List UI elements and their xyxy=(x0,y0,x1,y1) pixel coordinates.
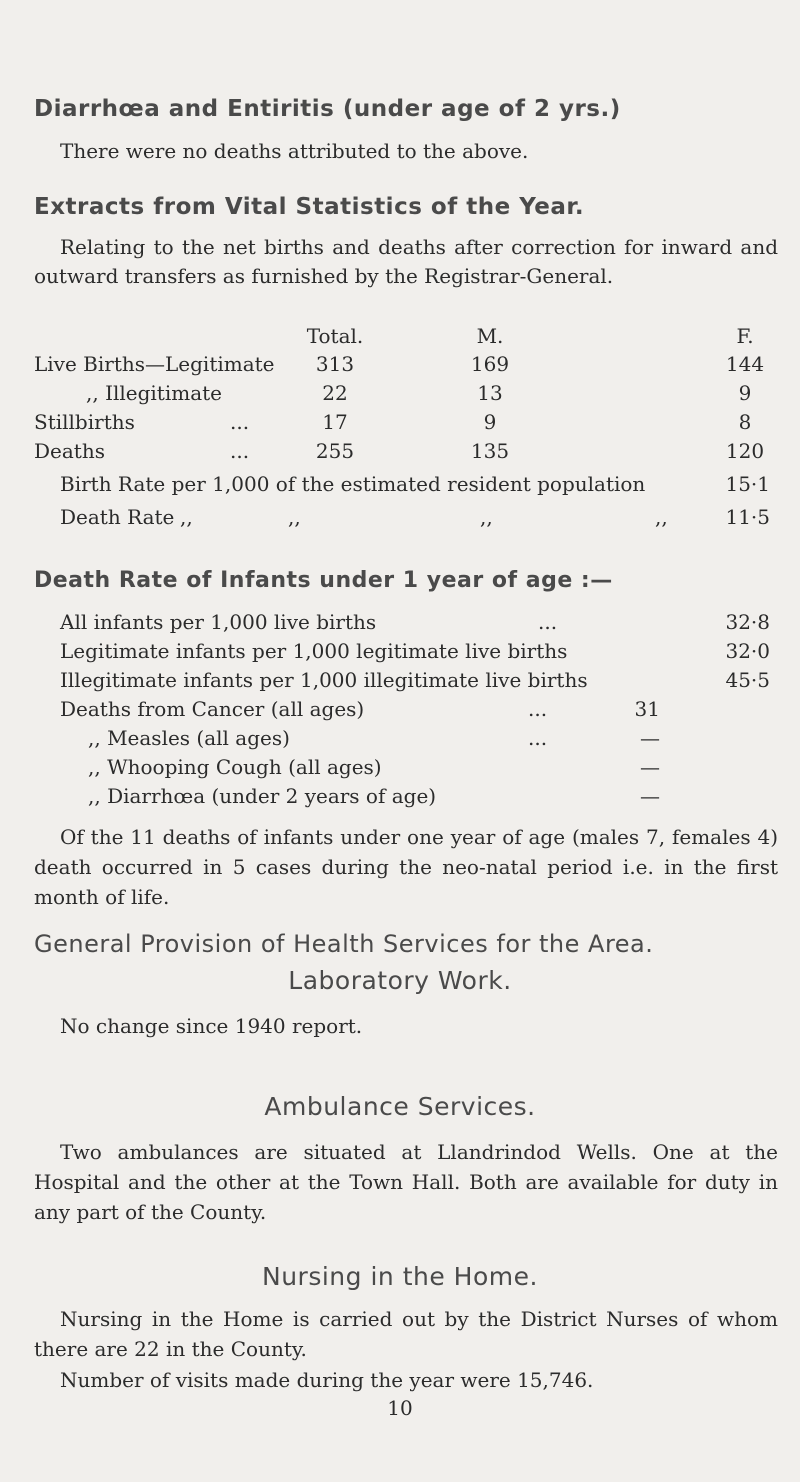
ditto-mark: ,, xyxy=(480,505,493,529)
col-header-f: F. xyxy=(736,324,754,348)
ditto-mark: ,, xyxy=(180,505,193,529)
laboratory-heading: Laboratory Work. xyxy=(288,966,512,995)
list-item-value: 32·8 xyxy=(725,610,770,634)
death-rate-label: Death Rate xyxy=(60,505,175,529)
table-cell-total: 313 xyxy=(315,352,355,376)
table-cell-m: 9 xyxy=(483,410,497,434)
nursing-heading: Nursing in the Home. xyxy=(262,1262,538,1291)
table-row-dots: ... xyxy=(230,439,250,463)
infant-death-rate-heading: Death Rate of Infants under 1 year of age :— xyxy=(34,568,613,593)
list-item-value: 31 xyxy=(634,697,660,721)
table-cell-m: 13 xyxy=(477,381,503,405)
table-cell-total: 22 xyxy=(322,381,348,405)
list-item-dots: ... xyxy=(528,726,548,750)
table-cell-f: 120 xyxy=(725,439,765,463)
infant-deaths-note: Of the 11 deaths of infants under one year of age (males 7, females 4) death occurred in 5 cases during the neo-natal period i.e. in the first month of life. xyxy=(34,825,778,909)
table-row-label: Deaths xyxy=(34,439,105,463)
list-item-label: ,, Measles (all ages) xyxy=(88,726,290,750)
vital-statistics-heading: Extracts from Vital Statistics of the Year. xyxy=(34,194,585,220)
col-header-m: M. xyxy=(476,324,504,348)
nursing-text: Nursing in the Home is carried out by the District Nurses of whom there are 22 in the County. xyxy=(34,1307,778,1361)
nursing-visits: Number of visits made during the year were 15,746. xyxy=(60,1368,594,1392)
ditto-mark: ,, xyxy=(288,505,301,529)
list-item-value: — xyxy=(640,755,660,779)
list-item-label: Illegitimate infants per 1,000 illegitimate live births xyxy=(60,668,588,692)
general-provision-heading: General Provision of Health Services for the Area. xyxy=(34,930,654,958)
list-item-value: 32·0 xyxy=(725,639,770,663)
diarrhoea-text: There were no deaths attributed to the above. xyxy=(60,139,529,163)
table-row-label: ,, Illegitimate xyxy=(86,381,222,405)
ambulance-heading: Ambulance Services. xyxy=(264,1092,536,1121)
col-header-total: Total. xyxy=(306,324,364,348)
birth-rate-value: 15·1 xyxy=(725,472,770,496)
table-row-label: Stillbirths xyxy=(34,410,135,434)
list-item-label: ,, Diarrhœa (under 2 years of age) xyxy=(88,784,437,808)
list-item-value: — xyxy=(640,726,660,750)
ambulance-text: Two ambulances are situated at Llandrindod Wells. One at the Hospital and the other at the Town Hall. Both are available for duty in any part of the County. xyxy=(34,1140,778,1224)
list-item-label: All infants per 1,000 live births xyxy=(60,610,377,634)
list-item-label: Deaths from Cancer (all ages) xyxy=(60,697,365,721)
ditto-mark: ,, xyxy=(655,505,668,529)
list-item-value: — xyxy=(640,784,660,808)
table-cell-f: 144 xyxy=(725,352,765,376)
table-cell-total: 17 xyxy=(322,410,348,434)
list-item-dots: ... xyxy=(528,697,548,721)
page-number: 10 xyxy=(387,1396,413,1420)
table-cell-total: 255 xyxy=(315,439,355,463)
list-item-label: Legitimate infants per 1,000 legitimate live births xyxy=(60,639,568,663)
birth-rate-label: Birth Rate per 1,000 of the estimated resident population xyxy=(60,472,646,496)
table-cell-f: 8 xyxy=(738,410,752,434)
table-row-dots: ... xyxy=(230,410,250,434)
table-cell-f: 9 xyxy=(738,381,752,405)
table-row-label: Live Births—Legitimate xyxy=(34,352,275,376)
table-cell-m: 169 xyxy=(470,352,510,376)
diarrhoea-heading: Diarrhœa and Entiritis (under age of 2 yrs.) xyxy=(34,96,621,122)
table-cell-m: 135 xyxy=(470,439,510,463)
death-rate-value: 11·5 xyxy=(725,505,770,529)
list-item-value: 45·5 xyxy=(725,668,770,692)
vital-statistics-intro: Relating to the net births and deaths after correction for inward and outward transfers as furnished by the Registrar-General. xyxy=(34,235,778,288)
list-item-label: ,, Whooping Cough (all ages) xyxy=(88,755,382,779)
list-item-dots: ... xyxy=(538,610,558,634)
laboratory-text: No change since 1940 report. xyxy=(60,1014,363,1038)
